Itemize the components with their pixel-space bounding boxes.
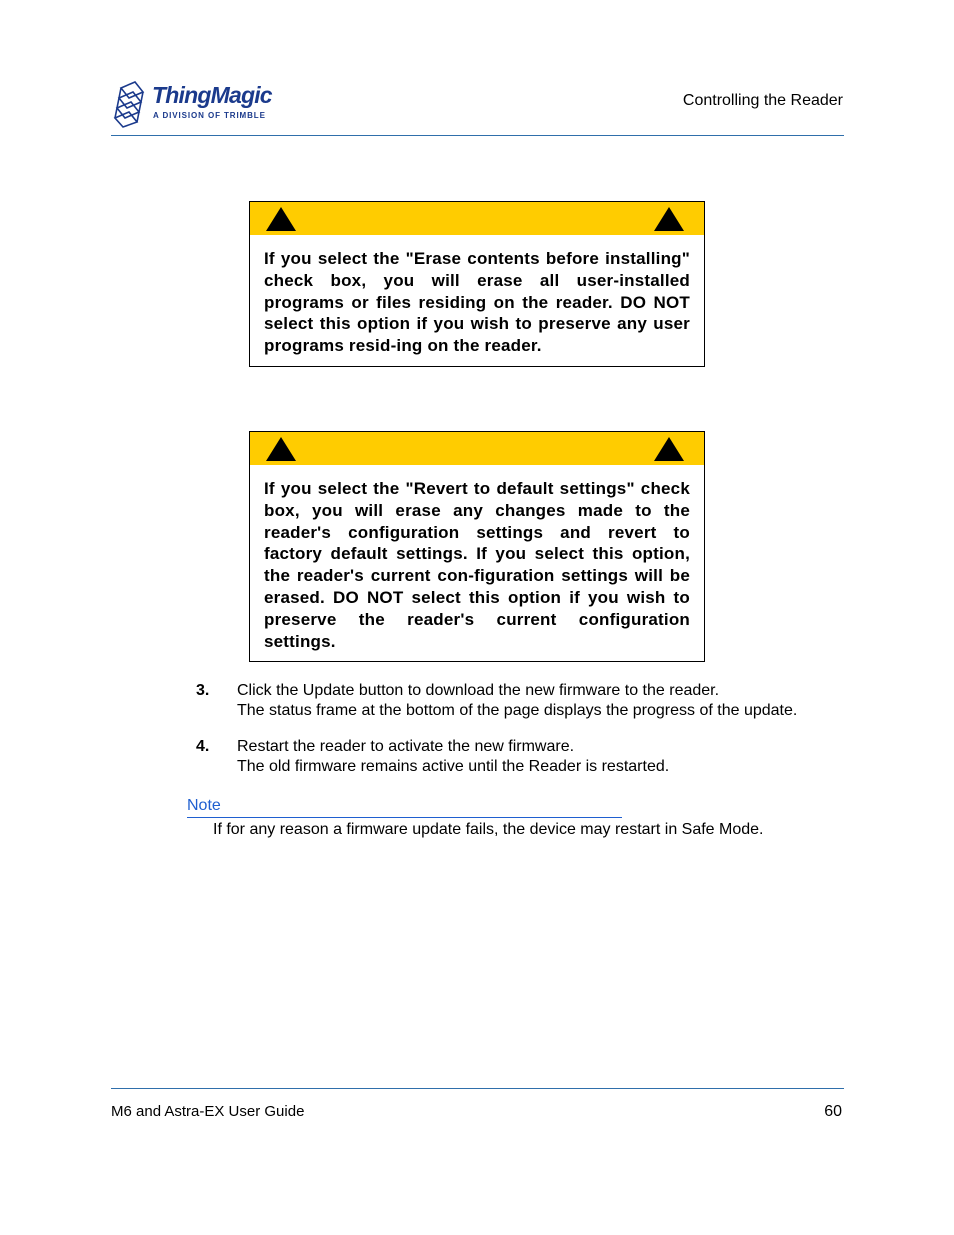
step-result: The status frame at the bottom of the page displays the progress of the update. (237, 702, 798, 719)
logo-wordmark: ThingMagic (152, 82, 272, 108)
step-number: 3. (196, 682, 210, 699)
footer-rule (111, 1088, 844, 1089)
rfid-tag-logo-icon (113, 80, 153, 128)
note-rule (187, 817, 622, 818)
note-heading: Note (187, 797, 221, 814)
warning-banner (250, 202, 704, 235)
page-number: 60 (824, 1103, 842, 1120)
section-title: Controlling the Reader (682, 92, 843, 109)
warning-text: If you select the "Erase contents before installing" check box, you will erase all user-installed programs or files residing on the reader. DO NOT select this option if you wish to preserve any user programs resid-ing on the reader. (264, 249, 690, 356)
step-instruction: Click the Update button to download the new firmware to the reader. (237, 682, 720, 699)
thingmagic-logo (113, 80, 283, 130)
warning-text: If you select the "Revert to default settings" check box, you will erase any changes made to the reader's configuration settings and revert to factory default settings. If you select this option, the reader's current con-figuration settings will be erased. DO NOT select this option if you wish to preserve the reader's current configuration settings. (264, 479, 690, 651)
header-rule (111, 135, 844, 136)
step-instruction: Restart the reader to activate the new firmware. (237, 738, 575, 755)
note-text: If for any reason a firmware update fails, the device may restart in Safe Mode. (213, 821, 764, 838)
logo-subtitle: A DIVISION OF TRIMBLE (153, 111, 266, 120)
warning-triangle-icon (654, 207, 684, 231)
warning-box-erase-contents (249, 201, 705, 367)
warning-triangle-icon (266, 207, 296, 231)
warning-banner (250, 432, 704, 465)
step-number: 4. (196, 738, 210, 755)
warning-triangle-icon (266, 437, 296, 461)
footer-doc-title: M6 and Astra-EX User Guide (111, 1103, 305, 1120)
step-result: The old firmware remains active until the Reader is restarted. (237, 758, 670, 775)
warning-box-revert-defaults (249, 431, 705, 662)
warning-triangle-icon (654, 437, 684, 461)
